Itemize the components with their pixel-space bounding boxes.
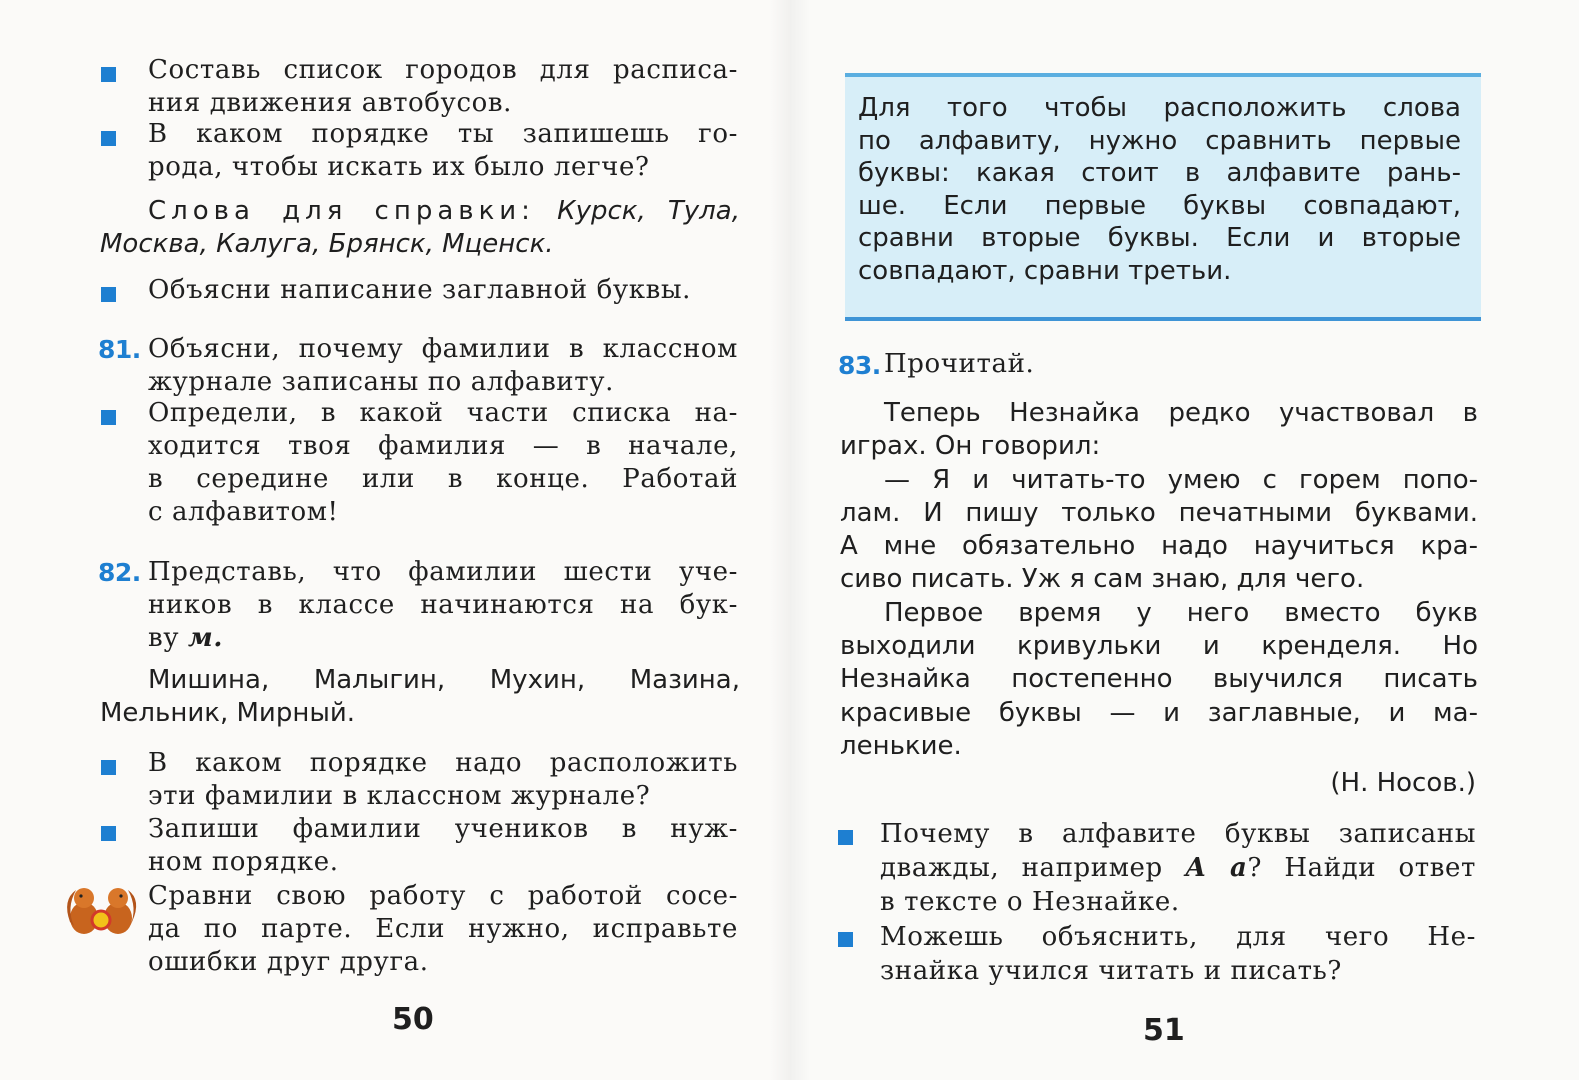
text-fragment: ? Найди ответ [1247, 853, 1476, 883]
exercise-83-question1 [880, 817, 1476, 919]
text-line: по алфавиту, нужно сравнить первые [858, 125, 1461, 156]
squirrel-pair-icon [62, 880, 142, 940]
text-line: ошибки друг друга. [148, 947, 429, 977]
text-line: В каком порядке ты запишешь го- [148, 119, 738, 149]
page-number-right: 51 [1143, 1013, 1185, 1048]
text-line: играх. Он говорил: [840, 431, 1101, 462]
task-bullet [101, 131, 116, 146]
reading-text [840, 397, 1478, 763]
book-gutter [770, 0, 810, 1080]
text-line: Определи, в какой части списка на- [148, 398, 738, 428]
text-line: — Я и читать-то умею с горем попо- [884, 464, 1478, 495]
exercise-number-81: 81. [98, 335, 141, 364]
text-line: Объясни, почему фамилии в классном [148, 334, 738, 364]
text-fragment: дважды, например [880, 853, 1163, 883]
text-line: ников в классе начинаются на бук- [148, 590, 738, 620]
reference-label: Слова для справки: [148, 196, 535, 226]
exercise-number-83: 83. [838, 351, 881, 380]
text-line: лам. И пишу только печатными буквами. [840, 497, 1478, 528]
reference-words-line1: Курск, Тула, [557, 196, 740, 226]
text-fragment: ву [148, 623, 180, 653]
reference-words-line2: Москва, Калуга, Брянск, Мценск. [100, 229, 554, 259]
exercise-82-task2 [148, 813, 738, 879]
task-bullet [838, 830, 853, 845]
reference-words [100, 195, 740, 261]
text-line: Незнайка постепенно выучился писать [840, 664, 1478, 695]
task-bullet [101, 67, 116, 82]
text-line: Запиши фамилии учеников в нуж- [148, 814, 738, 844]
text-line: ленькие. [840, 730, 962, 761]
exercise-81-task [148, 397, 738, 529]
surnames-list [100, 664, 740, 730]
text-line: Теперь Незнайка редко участвовал в [884, 398, 1478, 428]
exercise-81-text [148, 333, 738, 399]
text-line: А мне обязательно надо научиться кра- [840, 531, 1478, 562]
exercise-82-text [148, 556, 738, 655]
text-line: ном порядке. [148, 847, 339, 877]
surnames-line2: Мельник, Мирный. [100, 698, 356, 728]
text-line: с алфавитом! [148, 497, 339, 527]
exercise-number-82: 82. [98, 558, 141, 587]
rule-text [858, 92, 1461, 287]
text-line: в тексте о Незнайке. [880, 887, 1180, 917]
text-line: сравни вторые буквы. Если и вторые [858, 223, 1461, 253]
task-bullet [101, 287, 116, 302]
text-line: ходится твоя фамилия — в начале, [148, 431, 738, 461]
text-author: (Н. Носов.) [1330, 768, 1476, 798]
text-line: буквы: какая стоит в алфавите рань- [858, 158, 1461, 188]
text-line: эти фамилии в классном журнале? [148, 781, 651, 811]
text-line: Сравни свою работу с работой сосе- [148, 881, 738, 911]
surnames-line1: Мишина, Малыгин, Мухин, Мазина, [148, 665, 740, 695]
exercise-83-title: Прочитай. [884, 349, 1035, 379]
text-line: выходили кривульки и кренделя. Но [840, 631, 1478, 662]
task-text-bullet1 [148, 54, 738, 120]
text-line: Первое время у него вместо букв [884, 597, 1478, 628]
text-line: Для того чтобы расположить слова [858, 93, 1461, 123]
text-line [880, 851, 1476, 885]
text-line: Составь список городов для расписа- [148, 55, 738, 85]
text-line: ше. Если первые буквы совпадают, [858, 190, 1461, 221]
text-line: сиво писать. Уж я сам знаю, для чего. [840, 564, 1365, 595]
letters-a: А а [1185, 853, 1248, 883]
text-line: В каком порядке надо расположить [148, 748, 738, 778]
text-line: да по парте. Если нужно, исправьте [148, 914, 738, 944]
text-line: в середине или в конце. Работай [148, 464, 738, 494]
letter-m: м. [188, 623, 223, 653]
text-line: ния движения автобусов. [148, 88, 512, 118]
task-bullet [838, 932, 853, 947]
exercise-83-question2 [880, 920, 1476, 988]
text-line: красивые буквы — и заглавные, и ма- [840, 697, 1478, 728]
task-text-bullet3: Объясни написание заглавной буквы. [148, 275, 691, 305]
page-number-left: 50 [392, 1002, 434, 1037]
task-text-bullet2 [148, 118, 738, 184]
text-line: Можешь объяснить, для чего Не- [880, 922, 1476, 952]
text-line: Почему в алфавите буквы записаны [880, 819, 1476, 849]
text-line [148, 622, 738, 655]
task-bullet [101, 410, 116, 425]
text-line: рода, чтобы искать их было легче? [148, 152, 650, 182]
task-bullet [101, 826, 116, 841]
text-line: Представь, что фамилии шести уче- [148, 557, 738, 587]
task-bullet [101, 760, 116, 775]
pair-work-text [148, 880, 738, 979]
text-line: совпадают, сравни третьи. [858, 255, 1232, 286]
exercise-82-task1 [148, 747, 738, 813]
text-line: знайка учился читать и писать? [880, 956, 1342, 986]
text-line: журнале записаны по алфавиту. [148, 367, 614, 397]
